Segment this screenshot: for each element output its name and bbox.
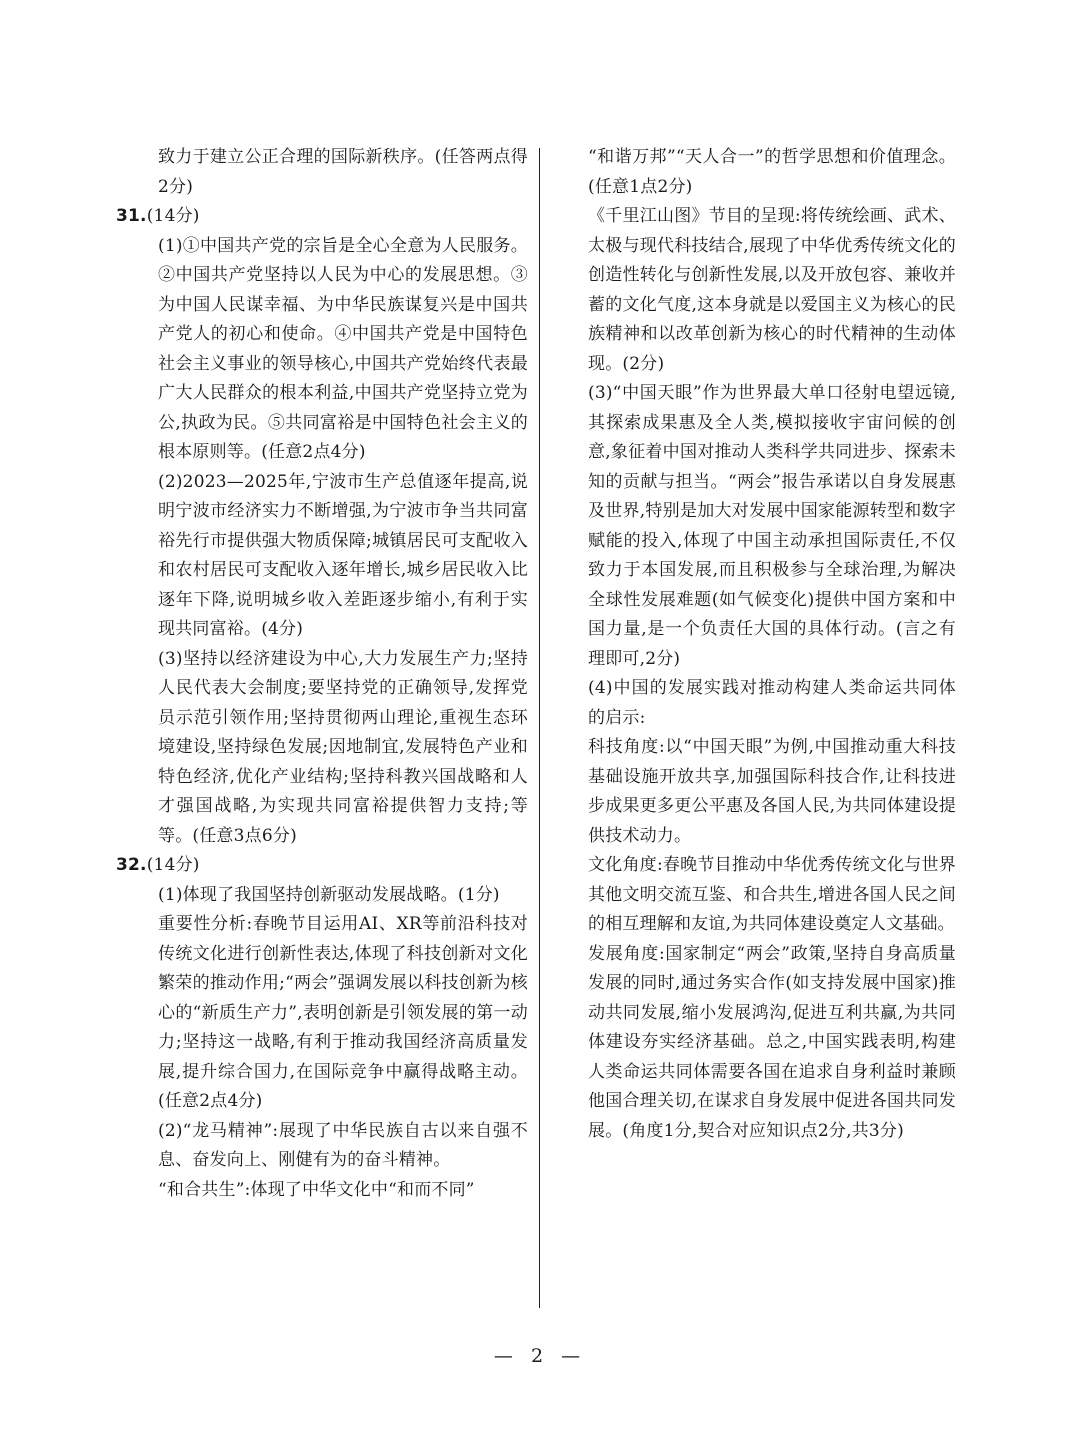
q32-culture-angle: 文化角度:春晚节目推动中华优秀传统文化与世界其他文明交流互鉴、和合共生,增进各国人民之间的相互理解和友谊,为共同体建设奠定人文基础。 xyxy=(588,855,956,934)
q31-score: (14分) xyxy=(146,206,200,226)
q32-part2-hehe: “和合共生”:体现了中华文化中“和而不同” xyxy=(158,1179,475,1200)
q32-tech-angle: 科技角度:以“中国天眼”为例,中国推动重大科技基础设施开放共享,加强国际科技合作,让科技进步成果更多更公平惠及各国人民,为共同体建设提供技术动力。 xyxy=(588,737,956,846)
q31-part1: (1)①中国共产党的宗旨是全心全意为人民服务。②中国共产党坚持以人民为中心的发展思想。③为中国人民谋幸福、为中华民族谋复兴是中国共产党人的初心和使命。④中国共产党是中国特色社会主义事业的领导核心,中国共产党始终代表最广大人民群众的根本利益,中国共产党坚持立党为公,执政为民。⑤共同富裕是中国特色社会主义的根本原则等。(任意2点4分) xyxy=(158,235,528,462)
q32-score: (14分) xyxy=(146,855,200,875)
q32-part3: (3)“中国天眼”作为世界最大单口径射电望远镜,其探索成果惠及全人类,模拟接收宇宙问候的创意,象征着中国对推动人类科学共同进步、探索未知的贡献与担当。“两会”报告承诺以自身发展惠及世界,特别是加大对发展中国家能源转型和数字赋能的投入,体现了中国主动承担国际责任,不仅致力于本国发展,而且积极参与全球治理,为解决全球性发展难题(如气候变化)提供中国方案和中国力量,是一个负责任大国的具体行动。(言之有理即可,2分) xyxy=(588,383,956,669)
q31-part2: (2)2023—2025年,宁波市生产总值逐年提高,说明宁波市经济实力不断增强,为宁波市争当共同富裕先行市提供强大物质保障;城镇居民可支配收入和农村居民可支配收入逐年增长,城乡居民收入比逐年下降,说明城乡收入差距逐步缩小,有利于实现共同富裕。(4分) xyxy=(158,471,528,639)
right-column xyxy=(588,143,956,1146)
q31-header xyxy=(116,202,528,232)
q32-hehe-cont: “和谐万邦”“天人合一”的哲学思想和价值理念。(任意1点2分) xyxy=(588,147,956,197)
q32-qianli: 《千里江山图》节目的呈现:将传统绘画、武术、太极与现代科技结合,展现了中华优秀传统文化的创造性转化与创新性发展,以及开放包容、兼收并蓄的文化气度,这本身就是以爱国主义为核心的民族精神和以改革创新为核心的时代精神的生动体现。(2分) xyxy=(588,206,956,374)
q32-header xyxy=(116,851,528,881)
column-divider xyxy=(539,148,540,1308)
q32-part2-longma: (2)“龙马精神”:展现了中华民族自古以来自强不息、奋发向上、刚健有为的奋斗精神。 xyxy=(158,1120,528,1170)
q32-number: 32. xyxy=(116,855,147,875)
q32-part4-intro: (4)中国的发展实践对推动构建人类命运共同体的启示: xyxy=(588,678,956,728)
q32-development-angle: 发展角度:国家制定“两会”政策,坚持自身高质量发展的同时,通过务实合作(如支持发展中国家)推动共同发展,缩小发展鸿沟,促进互利共赢,为共同体建设夯实经济基础。总之,中国实践表明,构建人类命运共同体需要各国在追求自身利益时兼顾他国合理关切,在谋求自身发展中促进各国共同发展。(角度1分,契合对应知识点2分,共3分) xyxy=(588,943,956,1141)
left-column xyxy=(116,143,528,1205)
q30-tail: 致力于建立公正合理的国际新秩序。(任答两点得2分) xyxy=(158,147,528,197)
q32-part1: (1)体现了我国坚持创新驱动发展战略。(1分) xyxy=(158,884,500,905)
q32-importance: 重要性分析:春晚节目运用AI、XR等前沿科技对传统文化进行创新性表达,体现了科技创新对文化繁荣的推动作用;“两会”强调发展以科技创新为核心的“新质生产力”,表明创新是引领发展的第一动力;坚持这一战略,有利于推动我国经济高质量发展,提升综合国力,在国际竞争中赢得战略主动。(任意2点4分) xyxy=(158,914,528,1111)
q31-part3: (3)坚持以经济建设为中心,大力发展生产力;坚持人民代表大会制度;要坚持党的正确领导,发挥党员示范引领作用;坚持贯彻两山理论,重视生态环境建设,坚持绿色发展;因地制宜,发展特色产业和特色经济,优化产业结构;坚持科教兴国战略和人才强国战略,为实现共同富裕提供智力支持;等等。(任意3点6分) xyxy=(158,648,528,846)
page-number: — 2 — xyxy=(493,1345,587,1367)
q31-number: 31. xyxy=(116,206,147,226)
